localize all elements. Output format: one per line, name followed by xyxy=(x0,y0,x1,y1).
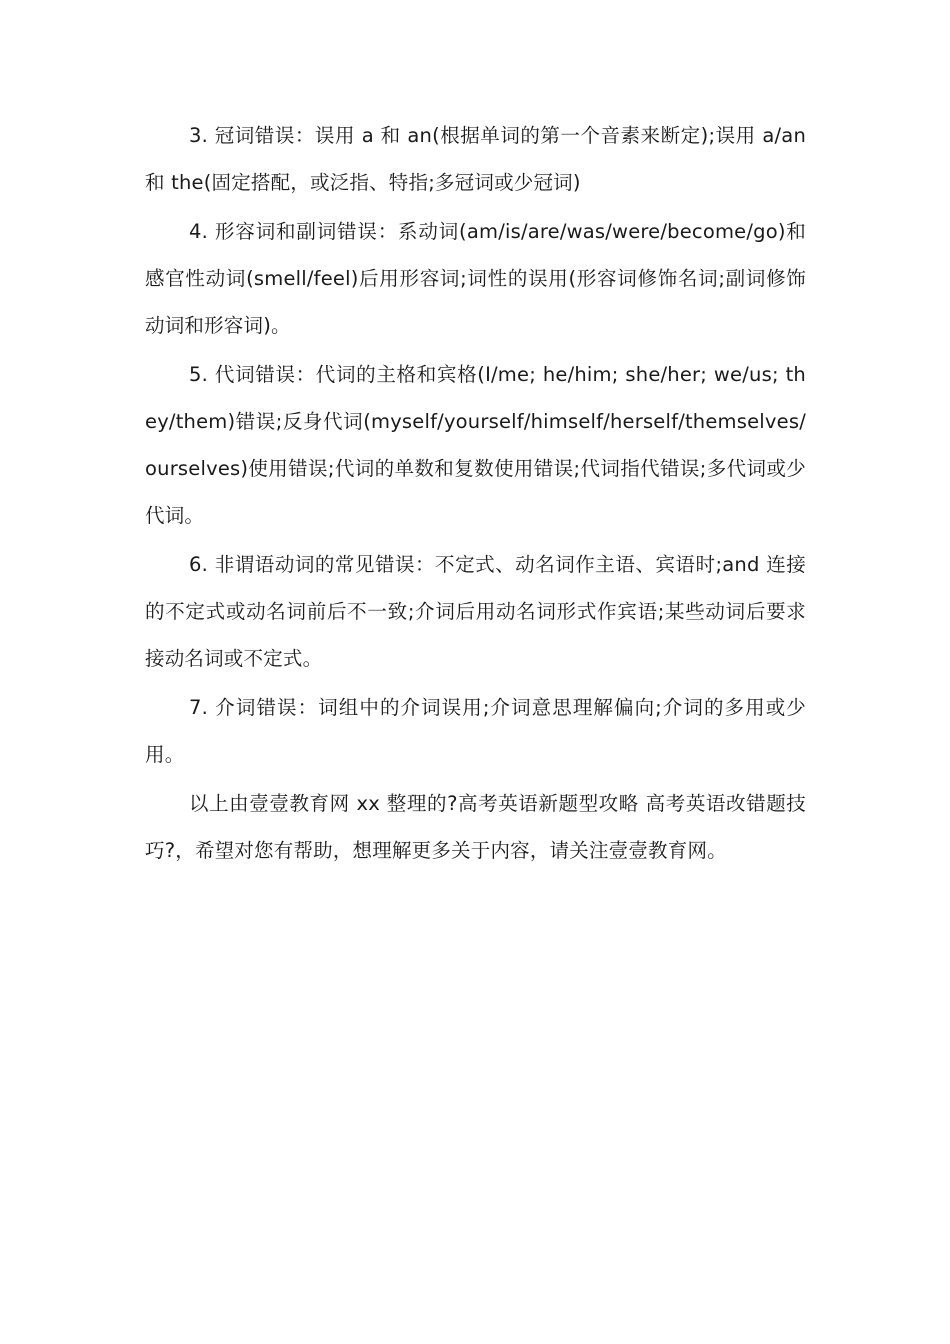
document-body xyxy=(145,112,806,876)
paragraph-pronoun-errors: 5. 代词错误：代词的主格和宾格(I/me; he/him; she/her; we/us; they/them)错误;反身代词(myself/yourself/himself/herself/themselves/ourselves)使用错误;代词的单数和复数使用错误;代词指代错误;多代词或少代词。 xyxy=(145,363,806,527)
paragraph-adjective-adverb-errors: 4. 形容词和副词错误：系动词(am/is/are/was/were/become/go)和感官性动词(smell/feel)后用形容词;词性的误用(形容词修饰名词;副词修饰动词和形容词)。 xyxy=(145,220,806,337)
paragraph-article-errors: 3. 冠词错误：误用 a 和 an(根据单词的第一个音素来断定);误用 a/an 和 the(固定搭配，或泛指、特指;多冠词或少冠词) xyxy=(145,124,806,194)
paragraph-nonfinite-verb-errors: 6. 非谓语动词的常见错误：不定式、动名词作主语、宾语时;and 连接的不定式或动名词前后不一致;介词后用动名词形式作宾语;某些动词后要求接动名词或不定式。 xyxy=(145,553,806,670)
paragraph-closing-note: 以上由壹壹教育网 xx 整理的?高考英语新题型攻略 高考英语改错题技巧?，希望对您有帮助，想理解更多关于内容，请关注壹壹教育网。 xyxy=(145,792,806,862)
paragraph-preposition-errors: 7. 介词错误：词组中的介词误用;介词意思理解偏向;介词的多用或少用。 xyxy=(145,696,806,766)
